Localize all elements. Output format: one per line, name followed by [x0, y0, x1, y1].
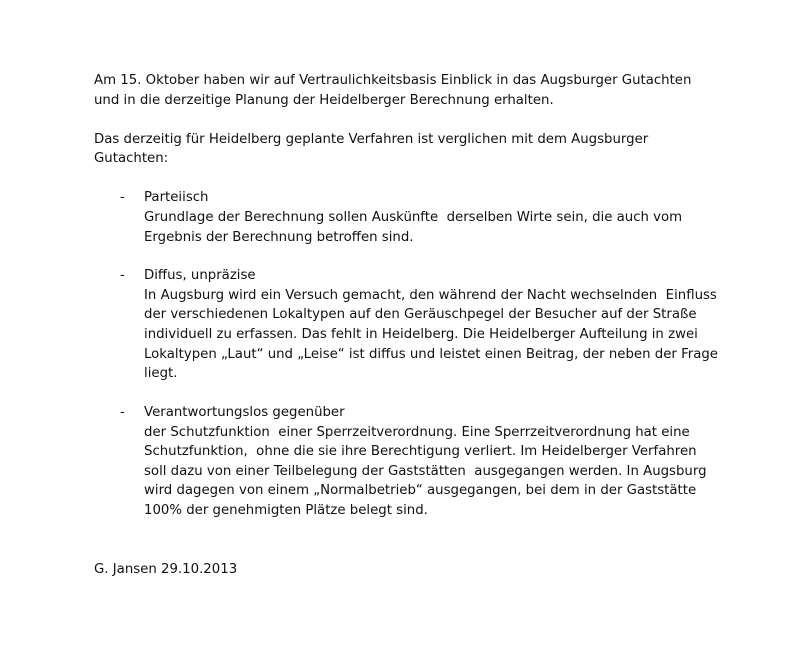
list-item-line: Ergebnis der Berechnung betroffen sind.: [144, 230, 414, 245]
comparison-line-1: Das derzeitig für Heidelberg geplante Verfahren ist verglichen mit dem Augsburger: [94, 132, 649, 147]
list-item-line: In Augsburg wird ein Versuch gemacht, den während der Nacht wechselnden Einfluss: [144, 288, 717, 303]
list-item-line: Grundlage der Berechnung sollen Auskünfte derselben Wirte sein, die auch vom: [144, 210, 683, 225]
list-bullet: -: [120, 190, 125, 205]
list-item-line: individuell zu erfassen. Das fehlt in Heidelberg. Die Heidelberger Aufteilung in zwei: [144, 327, 698, 342]
list-item-title: Verantwortungslos gegenüber: [144, 405, 345, 420]
list-bullet: -: [120, 268, 125, 283]
list-item-line: wird dagegen von einem „Normalbetrieb“ ausgegangen, bei dem in der Gaststätte: [144, 483, 697, 498]
list-item-line: der verschiedenen Lokaltypen auf den Geräuschpegel der Besucher auf der Straße: [144, 307, 697, 322]
list-item-line: soll dazu von einer Teilbelegung der Gaststätten ausgegangen werden. In Augsburg: [144, 464, 707, 479]
intro-line-1: Am 15. Oktober haben wir auf Vertraulichkeitsbasis Einblick in das Augsburger Gutachten: [94, 73, 692, 88]
list-item-line: 100% der genehmigten Plätze belegt sind.: [144, 503, 428, 518]
list-item-line: Lokaltypen „Laut“ und „Leise“ ist diffus und leistet einen Beitrag, der neben der Frage: [144, 347, 718, 362]
list-item-line: liegt.: [144, 366, 178, 381]
list-item-title: Parteiisch: [144, 190, 209, 205]
comparison-line-2: Gutachten:: [94, 151, 169, 166]
list-bullet: -: [120, 405, 125, 420]
list-item-title: Diffus, unpräzise: [144, 268, 256, 283]
intro-line-2: und in die derzeitige Planung der Heidelberger Berechnung erhalten.: [94, 93, 554, 108]
list-item-line: der Schutzfunktion einer Sperrzeitverordnung. Eine Sperrzeitverordnung hat eine: [144, 425, 690, 440]
signature-date: G. Jansen 29.10.2013: [94, 562, 238, 577]
list-item-line: Schutzfunktion, ohne die sie ihre Berechtigung verliert. Im Heidelberger Verfahren: [144, 444, 697, 459]
